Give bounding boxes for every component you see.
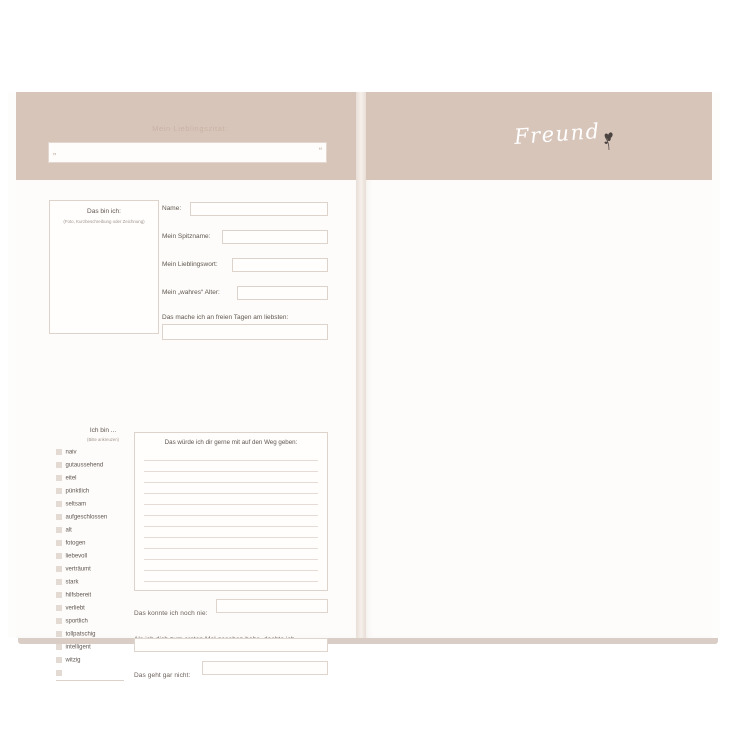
photo-box-subtitle: (Foto, Kurzbeschreibung oder Zeichnung) [63, 219, 145, 224]
checkbox-icon[interactable] [56, 644, 62, 650]
field-name-input[interactable] [190, 202, 328, 216]
ichbin-option[interactable] [56, 592, 91, 598]
right-page [364, 92, 712, 638]
ichbin-blank-rule [56, 680, 124, 681]
open-book [8, 92, 726, 679]
ichbin-option-label: verliebt [65, 605, 85, 612]
checkbox-icon[interactable] [56, 670, 62, 676]
ichbin-option-label: intelligent [65, 644, 91, 651]
ichbin-option[interactable] [56, 618, 88, 624]
checkbox-icon[interactable] [56, 553, 62, 559]
checkbox-icon[interactable] [56, 488, 62, 494]
ichbin-option[interactable] [56, 449, 77, 455]
ichbin-option-label: alt [65, 527, 72, 534]
checkbox-icon[interactable] [56, 501, 62, 507]
lieblingszitat-title: Mein Lieblingszitat: [152, 124, 228, 133]
freund-title: Freund [513, 119, 602, 149]
quote-close-mark: “ [319, 146, 322, 156]
field-konnte-nie-input[interactable] [216, 599, 328, 613]
ichbin-option-label: tollpatschig [65, 631, 96, 638]
field-geht-gar-nicht-label: Das geht gar nicht: [134, 672, 191, 679]
field-freie-tage [162, 314, 326, 344]
book-spine [356, 92, 366, 638]
field-erstes-mal [134, 628, 326, 646]
ichbin-option-label: sportlich [65, 618, 88, 625]
field-lieblingswort-label: Mein Lieblingswort: [162, 261, 218, 268]
ichbin-option[interactable] [56, 631, 96, 637]
checkbox-icon[interactable] [56, 605, 62, 611]
field-spitzname [162, 233, 326, 247]
ichbin-option[interactable] [56, 657, 81, 663]
flower-icon [600, 130, 618, 152]
photo-box-title: Das bin ich: [87, 208, 121, 215]
ichbin-option[interactable] [56, 579, 79, 585]
ichbin-option[interactable] [56, 605, 85, 611]
ichbin-option[interactable] [56, 553, 87, 559]
ichbin-option-label: pünktlich [65, 488, 90, 495]
ichbin-title: Ich bin ... [89, 427, 117, 434]
ichbin-option[interactable] [56, 488, 89, 494]
ichbin-option-label: stark [65, 579, 79, 586]
weg-geben-title: Das würde ich dir gerne mit auf den Weg geben: [164, 439, 298, 446]
left-header-band [16, 92, 364, 180]
checkbox-icon[interactable] [56, 579, 62, 585]
ichbin-option[interactable] [56, 566, 91, 572]
ichbin-option-blank[interactable] [56, 670, 66, 676]
ichbin-option-label: aufgeschlossen [65, 514, 108, 521]
ichbin-option[interactable] [56, 527, 72, 533]
ichbin-option-label: eitel [65, 475, 77, 482]
ichbin-option-label: fotogen [65, 540, 86, 547]
field-name-label: Name: [162, 205, 182, 212]
ichbin-option-label: liebevoll [65, 553, 88, 560]
field-alter [162, 289, 326, 303]
weg-geben-box[interactable] [134, 432, 328, 591]
checkbox-icon[interactable] [56, 657, 62, 663]
field-name [162, 205, 326, 219]
ichbin-subtitle: (Bitte ankreuzen) [87, 437, 119, 442]
ichbin-option[interactable] [56, 501, 86, 507]
ichbin-option[interactable] [56, 644, 91, 650]
checkbox-icon[interactable] [56, 592, 62, 598]
photo-box[interactable] [49, 200, 159, 334]
field-konnte-nie-label: Das konnte ich noch nie: [134, 610, 208, 617]
field-alter-label: Mein „wahres“ Alter: [162, 289, 220, 296]
ichbin-option[interactable] [56, 462, 103, 468]
checkbox-icon[interactable] [56, 514, 62, 520]
field-alter-input[interactable] [237, 286, 328, 300]
checkbox-icon[interactable] [56, 449, 62, 455]
ichbin-option[interactable] [56, 514, 107, 520]
checkbox-icon[interactable] [56, 566, 62, 572]
checkbox-icon[interactable] [56, 462, 62, 468]
field-lieblingswort-input[interactable] [232, 258, 328, 272]
ichbin-option[interactable] [56, 475, 77, 481]
book-spread [8, 92, 720, 679]
ichbin-option-label: witzig [65, 657, 81, 664]
checkbox-icon[interactable] [56, 540, 62, 546]
field-konnte-nie [134, 602, 208, 620]
field-geht-gar-nicht [134, 664, 190, 682]
checkbox-icon[interactable] [56, 475, 62, 481]
ichbin-option-label: gutaussehend [65, 462, 104, 469]
ichbin-option[interactable] [56, 540, 86, 546]
field-erstes-mal-input[interactable] [134, 638, 328, 652]
ichbin-option-label: verträumt [65, 566, 91, 573]
field-spitzname-label: Mein Spitzname: [162, 233, 211, 240]
field-freie-tage-label: Das mache ich an freien Tagen am liebsten: [162, 314, 289, 321]
checkbox-icon[interactable] [56, 527, 62, 533]
ichbin-option-label: naiv [65, 449, 77, 456]
field-lieblingswort [162, 261, 326, 275]
field-freie-tage-input[interactable] [162, 324, 328, 340]
ichbin-option-label: hilfsbereit [65, 592, 92, 599]
field-geht-gar-nicht-input[interactable] [202, 661, 328, 675]
lieblingszitat-input[interactable] [48, 142, 327, 163]
quote-open-mark: „ [53, 146, 56, 156]
checkbox-icon[interactable] [56, 631, 62, 637]
ichbin-option-label: seltsam [65, 501, 87, 508]
left-page [16, 92, 364, 679]
checkbox-icon[interactable] [56, 618, 62, 624]
field-spitzname-input[interactable] [222, 230, 328, 244]
